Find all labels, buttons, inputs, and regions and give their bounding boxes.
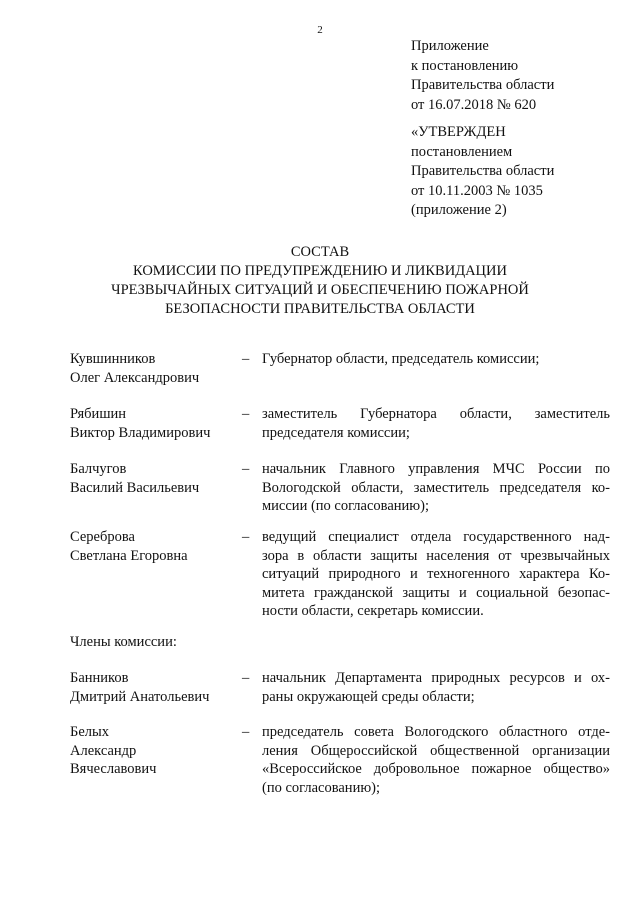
member-name bbox=[70, 669, 230, 706]
position-line: Губернатор области, председатель комиссии; bbox=[262, 351, 540, 367]
member-position bbox=[262, 405, 610, 442]
member-surname: Сереброва bbox=[70, 529, 135, 545]
position-line: митета гражданской защиты и социальной безопас- bbox=[262, 584, 610, 601]
position-line: ситуаций природного и техногенного характера Ко- bbox=[262, 566, 610, 582]
dash-separator: – bbox=[242, 724, 250, 740]
member-given-name: Олег Александрович bbox=[70, 369, 200, 386]
dash-separator: – bbox=[242, 351, 250, 367]
appendix-line: к постановлению bbox=[411, 57, 519, 74]
document-title bbox=[0, 243, 640, 319]
member-given-name: Светлана Егоровна bbox=[70, 547, 188, 564]
member-given-name: Дмитрий Анатольевич bbox=[70, 688, 210, 705]
position-line: ведущий специалист отдела государственного над- bbox=[262, 529, 610, 545]
position-line: раны окружающей среды области; bbox=[262, 688, 475, 705]
member-surname: Кувшинников bbox=[70, 351, 156, 367]
member-name bbox=[70, 460, 230, 497]
position-line: зора в области защиты населения от чрезвычайных bbox=[262, 547, 610, 564]
members-section-label: Члены комиссии: bbox=[70, 634, 177, 650]
dash-separator: – bbox=[242, 461, 250, 477]
page-number: 2 bbox=[317, 24, 323, 36]
member-given-name: Виктор Владимирович bbox=[70, 424, 211, 441]
appendix-line: Правительства области bbox=[411, 77, 555, 93]
position-line: ности области, секретарь комиссии. bbox=[262, 603, 484, 619]
position-line: (по согласованию); bbox=[262, 779, 381, 796]
member-surname: Рябишин bbox=[70, 406, 127, 422]
position-line: миссии (по согласованию); bbox=[262, 498, 429, 514]
appendix-line: Приложение bbox=[411, 38, 489, 54]
member-given-name: Александр bbox=[70, 742, 137, 759]
position-line: ления Общероссийской общественной организации bbox=[262, 742, 610, 759]
member-name bbox=[70, 350, 230, 387]
member-name bbox=[70, 405, 230, 442]
title-line: КОМИССИИ ПО ПРЕДУПРЕЖДЕНИЮ И ЛИКВИДАЦИИ bbox=[133, 263, 507, 279]
member-surname: Балчугов bbox=[70, 461, 127, 477]
member-name bbox=[70, 528, 230, 565]
dash-separator: – bbox=[242, 670, 250, 686]
position-line: Вологодской области, заместитель председателя ко- bbox=[262, 479, 610, 496]
member-surname: Белых bbox=[70, 724, 109, 740]
approved-line: постановлением bbox=[411, 143, 513, 160]
member-given-name: Василий Васильевич bbox=[70, 479, 200, 496]
approved-line: «УТВЕРЖДЕН bbox=[411, 124, 506, 140]
dash-separator: – bbox=[242, 406, 250, 422]
appendix-line: от 16.07.2018 № 620 bbox=[411, 96, 537, 113]
position-line: председатель совета Вологодского областного отде- bbox=[262, 724, 610, 740]
member-position bbox=[262, 669, 610, 706]
position-line: председателя комиссии; bbox=[262, 424, 410, 441]
dash-separator: – bbox=[242, 529, 250, 545]
title-line: БЕЗОПАСНОСТИ ПРАВИТЕЛЬСТВА ОБЛАСТИ bbox=[165, 301, 475, 317]
position-line: начальник Департамента природных ресурсов и ох- bbox=[262, 670, 610, 686]
member-position bbox=[262, 723, 610, 797]
title-line: СОСТАВ bbox=[290, 244, 350, 260]
position-line: заместитель Губернатора области, заместитель bbox=[262, 406, 610, 422]
member-patronymic: Вячеславович bbox=[70, 761, 157, 777]
member-position bbox=[262, 350, 610, 369]
approved-line: от 10.11.2003 № 1035 bbox=[411, 182, 543, 199]
approval-stamp-text bbox=[411, 123, 621, 221]
member-name bbox=[70, 723, 230, 779]
approved-line: (приложение 2) bbox=[411, 202, 507, 218]
position-line: «Всероссийское добровольное пожарное общество» bbox=[262, 761, 610, 777]
title-line: ЧРЕЗВЫЧАЙНЫХ СИТУАЦИЙ И ОБЕСПЕЧЕНИЮ ПОЖАРНОЙ bbox=[111, 282, 529, 298]
approved-line: Правительства области bbox=[411, 163, 555, 179]
position-line: начальник Главного управления МЧС России по bbox=[262, 461, 610, 477]
member-surname: Банников bbox=[70, 670, 129, 686]
member-position bbox=[262, 528, 610, 621]
member-position bbox=[262, 460, 610, 516]
appendix-reference bbox=[411, 37, 621, 115]
